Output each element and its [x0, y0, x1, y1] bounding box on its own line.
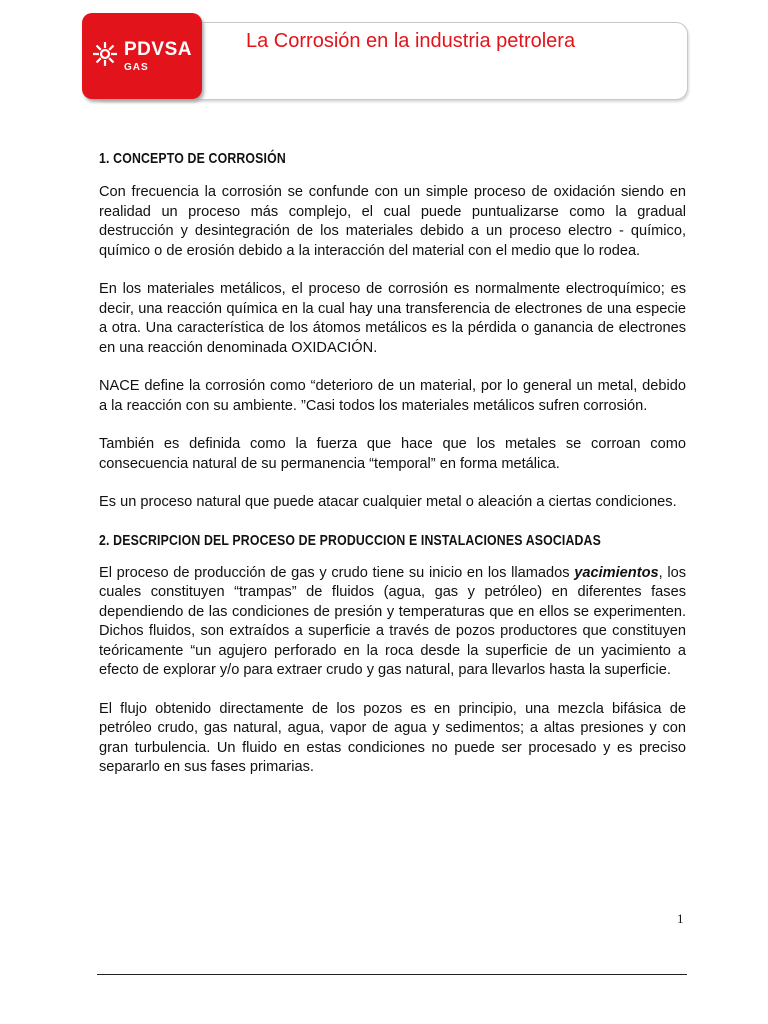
paragraph: Es un proceso natural que puede atacar cualquier metal o aleación a ciertas condiciones.: [99, 494, 677, 510]
text-span: , los cuales constituyen “trampas” de fluidos (agua, gas y petróleo) en diferentes fases dependiendo de las condiciones de presión y temperaturas que en ellos se experimenten. Dichos fluidos, son extraídos a superficie a través de pozos productores que constituyen teóricamente “un agujero perforado en la roca desde la superficie de un yacimiento a efecto de explorar y/o para extraer crudo y gas natural, para llevarlos hasta la superficie.: [99, 564, 687, 678]
document-title: La Corrosión en la industria petrolera: [246, 30, 576, 52]
logo-text: PDVSA: [124, 39, 192, 60]
emphasized-term: yacimientos: [574, 564, 659, 581]
logo-subtext: GAS: [124, 62, 149, 73]
footer-divider: [97, 974, 687, 975]
pdvsa-sun-icon: [90, 39, 120, 69]
document-body: [99, 150, 686, 797]
page-number: 1: [677, 911, 684, 926]
paragraph: También es definida como la fuerza que hace que los metales se corroan como consecuencia natural de su permanencia “temporal” en forma metálica.: [99, 436, 686, 472]
section-2-heading: 2. DESCRIPCION DEL PROCESO DE PRODUCCION E INSTALACIONES ASOCIADAS: [99, 531, 601, 549]
section-1-heading: 1. CONCEPTO DE CORROSIÓN: [99, 150, 286, 167]
paragraph: El flujo obtenido directamente de los pozos es en principio, una mezcla bifásica de petróleo crudo, gas natural, agua, vapor de agua y sedimentos; a altas presiones y con gran turbulencia. Un fluido en estas condiciones no puede ser procesado y es preciso separarlo en sus fases primarias.: [99, 700, 686, 775]
pdvsa-logo: [82, 13, 202, 99]
text-span: El proceso de producción de gas y crudo tiene su inicio en los llamados: [99, 564, 575, 581]
paragraph: Con frecuencia la corrosión se confunde con un simple proceso de oxidación siendo en realidad un proceso más complejo, el cual puede puntualizarse como la gradual destrucción y desintegración de los materiales debido a un proceso electro - químico, químico o de erosión debido a la interacción del material con el medio que lo rodea.: [99, 184, 686, 259]
paragraph: En los materiales metálicos, el proceso de corrosión es normalmente electroquímico; es decir, una reacción química en la cual hay una transferencia de electrones de una especie a otra. Una característica de los átomos metálicos es la pérdida o ganancia de electrones en una reacción denominada OXIDACIÓN.: [99, 281, 686, 356]
paragraph: [99, 564, 686, 681]
paragraph: NACE define la corrosión como “deterioro de un material, por lo general un metal, debido a la reacción con su ambiente. ”Casi todos los materiales metálicos sufren corrosión.: [99, 378, 686, 414]
